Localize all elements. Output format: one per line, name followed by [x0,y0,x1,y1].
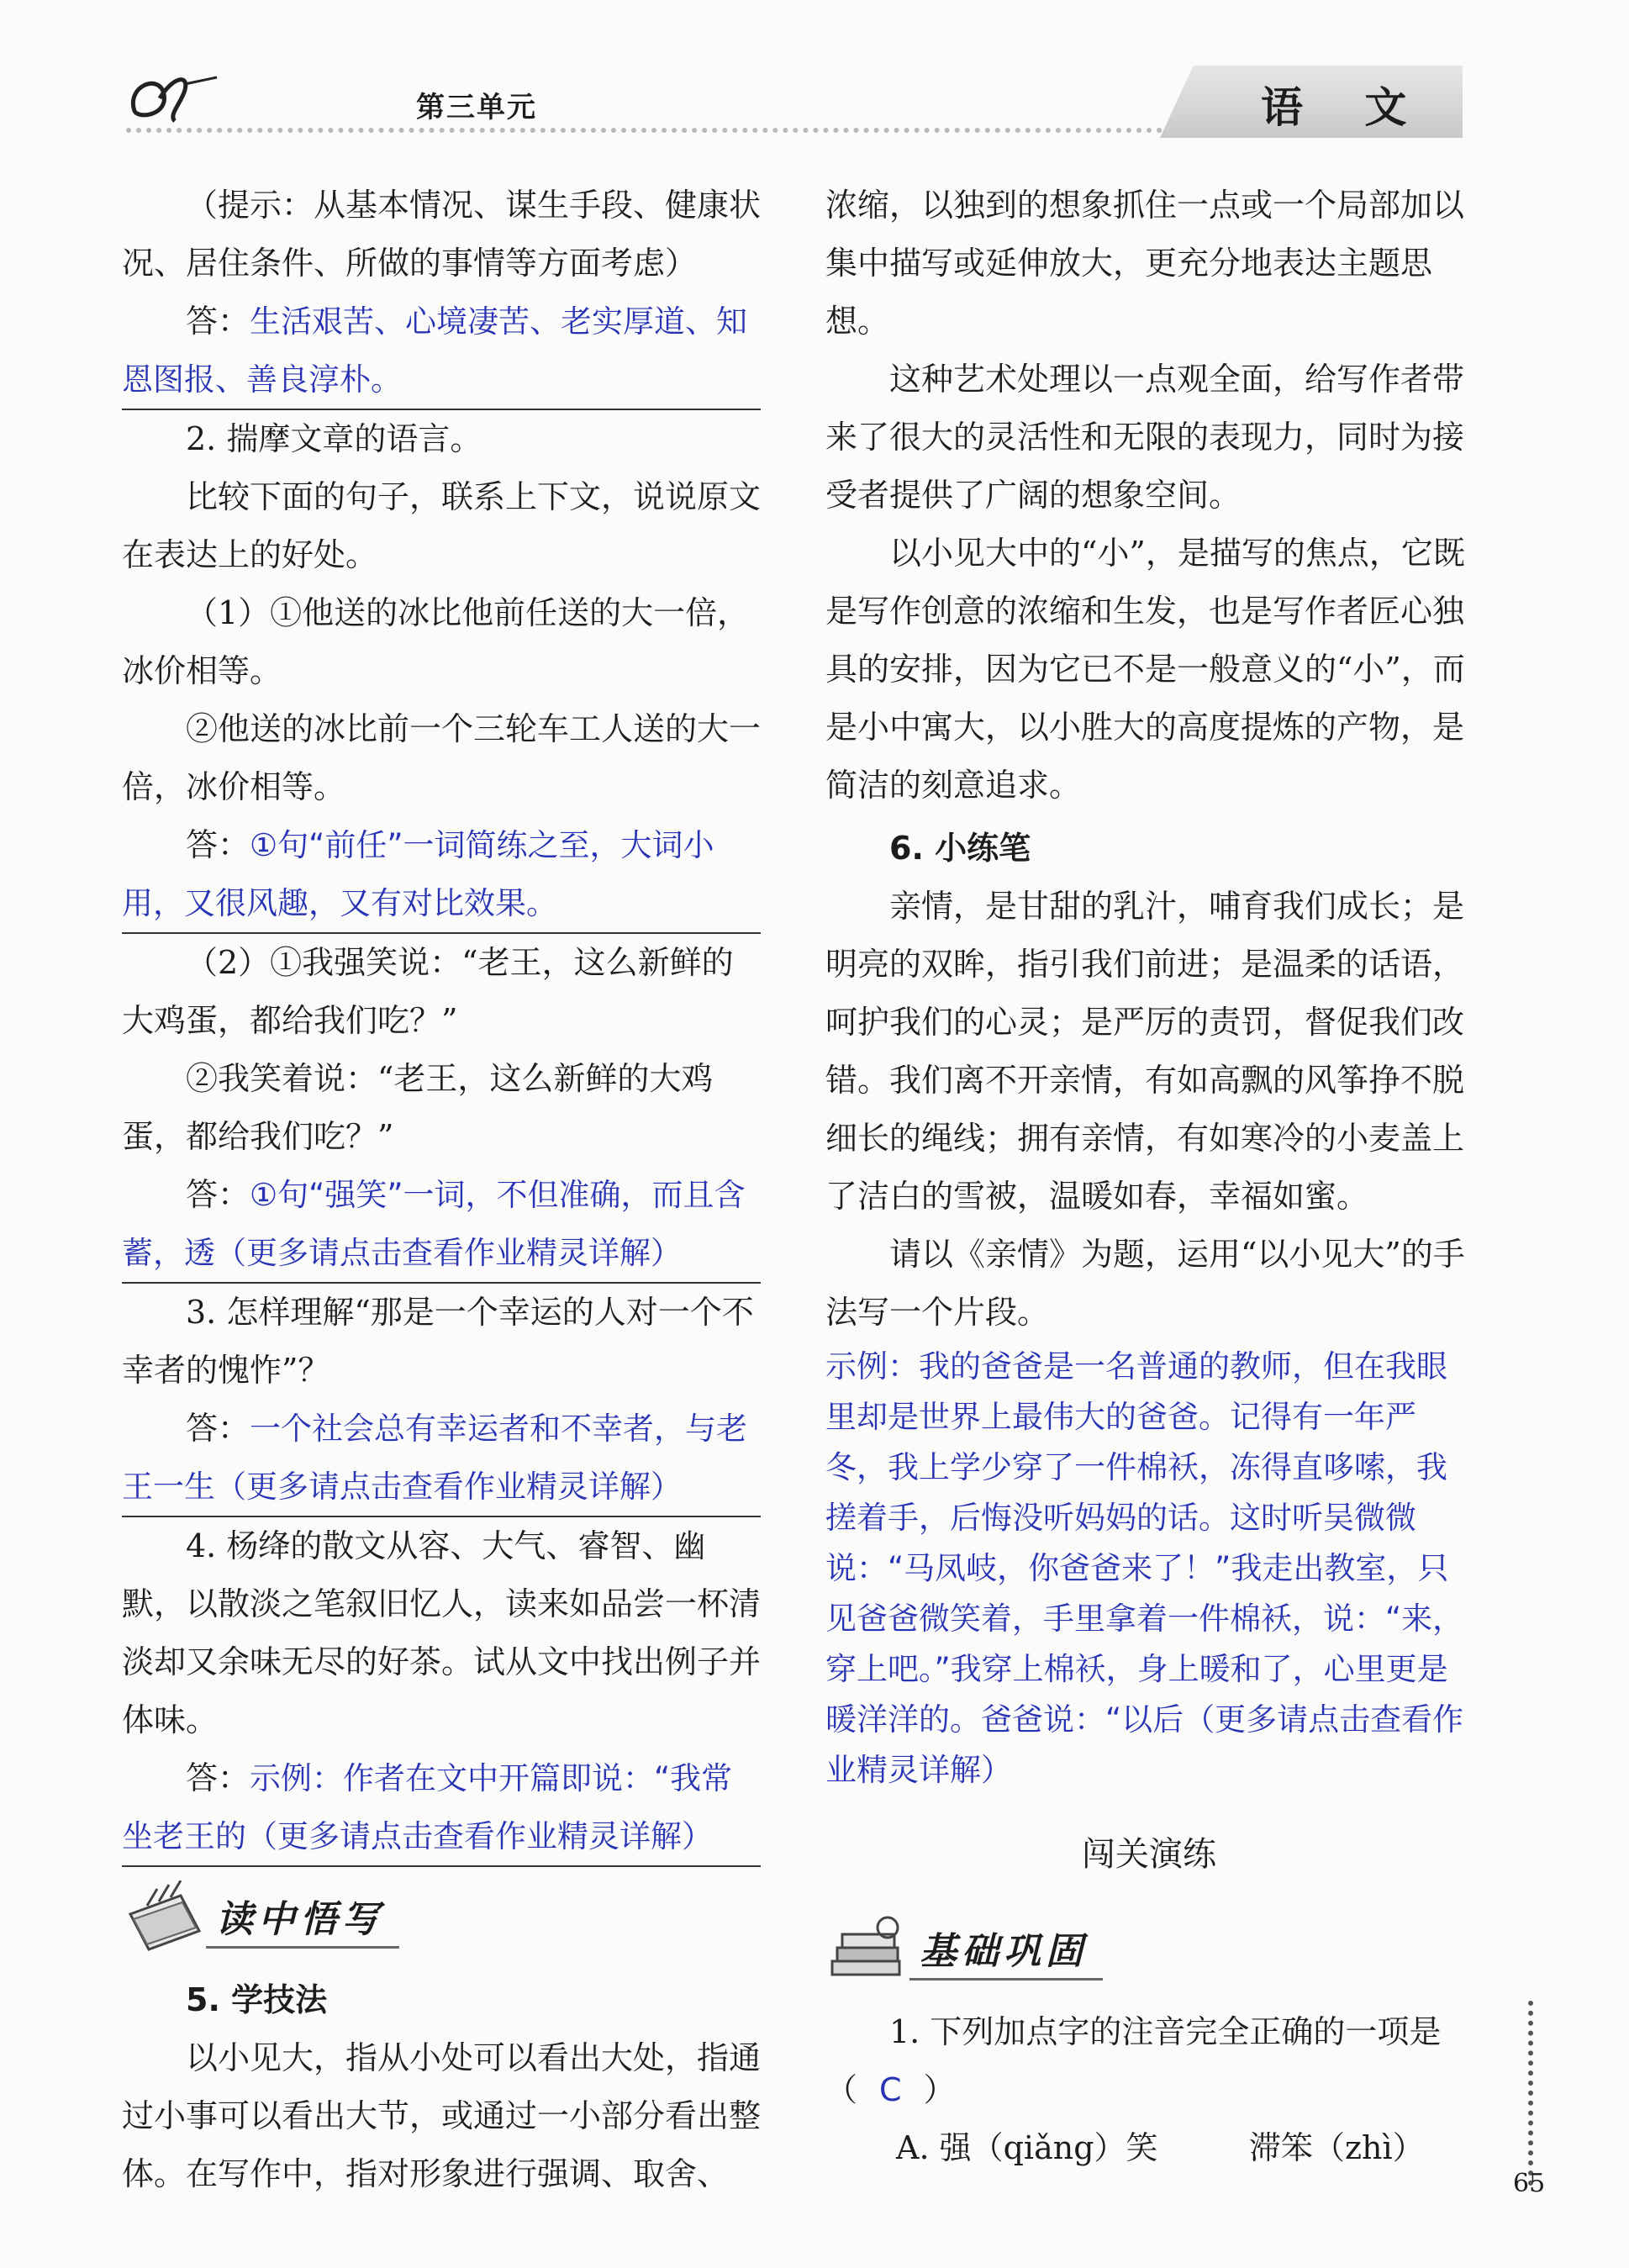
paragraph-3: 以小见大中的“小”，是描写的焦点，它既是写作创意的浓缩和生发，也是写作者匠心独具的安排，因为它已不是一般意义的“小”，而是小中寓大，以小胜大的高度提炼的产物，是简洁的刻意追求。 [825,535,1465,804]
notebook-icon [122,1880,206,1956]
option-a-2: 滞笨（zhì） [1249,2129,1425,2166]
paragraph-2: 这种艺术处理以一点观全面，给写作者带来了很大的灵活性和无限的表现力，同时为接受者提供了广阔的想象空间。 [825,361,1465,514]
page-number: 65 [1513,2169,1546,2198]
answer-label: 答： [186,1759,250,1796]
hint-text: （提示：从基本情况、谋生手段、健康状况、居住条件、所做的事情等方面考虑） [122,187,762,282]
banner-title: 读中悟写 [216,1898,384,1941]
section-banner-read-write [122,1874,761,1966]
paren-close: ） [923,2071,956,2108]
answer-link[interactable]: 一个社会总有幸运者和不幸者，与老王一生（更多请点击查看作业精灵详解） [122,1411,748,1505]
answer-text: 生活艰苦、心境凄苦、老实厚道、知恩图报、善良淳朴。 [122,303,748,398]
question-2-title: 2. 揣摩文章的语言。 [186,420,482,457]
header-logo-icon [126,69,220,128]
question-2-2b: ②我笑着说：“老王，这么新鲜的大鸡蛋，都给我们吃？” [122,1060,714,1155]
section-title: 闯关演练 [1082,1835,1216,1874]
left-column [122,177,761,2203]
question-2-1a: （1）①他送的冰比他前任送的大一倍，冰价相等。 [122,594,750,689]
answer-label: 答： [186,1410,250,1447]
banner-rule [206,1946,399,1949]
books-icon [825,1912,909,1988]
answer-2-1 [122,816,761,934]
section-banner-basics [825,1906,1473,1998]
answer-4 [122,1749,761,1867]
answer-link[interactable]: 示例：作者在文中开篇即说：“我常坐老王的（更多请点击查看作业精灵详解） [122,1760,733,1854]
margin-dotted-rule [1528,2001,1538,2186]
paragraph-1: 浓缩，以独到的想象抓住一点或一个局部加以集中描写或延伸放大，更充分地表达主题思想。 [825,187,1465,340]
question-2-1b: ②他送的冰比前一个三轮车工人送的大一倍，冰价相等。 [122,710,762,805]
right-column [825,177,1473,2177]
answer-2-2 [122,1166,761,1284]
answer-1 [122,293,761,410]
option-a-1: A. 强（qiǎng）笑 [896,2129,1158,2166]
answer-label: 答： [186,1176,250,1213]
sample-answer-link[interactable]: 示例：我的爸爸是一名普通的教师，但在我眼里却是世界上最伟大的爸爸。记得有一年严冬，我上学少穿了一件棉袄，冻得直哆嗦，我搓着手，后悔没听妈妈的话。这时听吴微微说：“马凤岐，你爸爸来了！”我走出教室，只见爸爸微笑着，手里拿着一件棉袄，说：“来，穿上吧。”我穿上棉袄，身上暖和了，心里更是暖洋洋的。爸爸说：“以后（更多请点击查看作业精灵详解） [825,1348,1464,1788]
banner-rule [909,1978,1103,1981]
question-2-2a: （2）①我强笑说：“老王，这么新鲜的大鸡蛋，都给我们吃？” [122,944,734,1039]
answer-text: ①句“前任”一词简练之至，大词小用，又很风趣，又有对比效果。 [122,827,714,921]
paragraph-4: 亲情，是甘甜的乳汁，哺育我们成长；是明亮的双眸，指引我们前进；是温柔的话语，呵护我们的心灵；是严厉的责罚，督促我们改错。我们离不开亲情，有如高飘的风筝挣不脱细长的绳线；拥有亲情，有如寒冷的小麦盖上了洁白的雪被，温暖如春，幸福如蜜。 [825,888,1465,1215]
question-5-title: 5. 学技法 [186,1981,328,2018]
option-a [825,2119,1473,2177]
question-6-title: 6. 小练笔 [889,830,1031,867]
answer-label: 答： [186,826,250,863]
choice-answer: C [879,2071,902,2108]
answer-link[interactable]: ①句“强笑”一词，不但准确，而且含蓄，透（更多请点击查看作业精灵详解） [122,1177,746,1271]
paragraph-5: 请以《亲情》为题，运用“以小见大”的手法写一个片段。 [825,1236,1465,1331]
question-1: 1. 下列加点字的注音完全正确的一项是 [889,2013,1442,2050]
paren-open: （ [825,2071,858,2108]
question-4: 4. 杨绛的散文从容、大气、睿智、幽默，以散淡之笔叙旧忆人，读来如品尝一杯清淡却又余味无尽的好茶。试从文中找出例子并体味。 [122,1527,762,1738]
subject-label: 语 文 [1261,82,1431,132]
question-2-intro: 比较下面的句子，联系上下文，说说原文在表达上的好处。 [122,478,762,573]
unit-title: 第三单元 [416,91,537,124]
answer-label: 答： [186,303,250,340]
answer-3 [122,1400,761,1517]
question-5-text: 以小见大，指从小处可以看出大处，指通过小事可以看出大节，或通过一小部分看出整体。在写作中，指对形象进行强调、取舍、 [122,2039,762,2192]
question-3: 3. 怎样理解“那是一个幸运的人对一个不幸者的愧怍”？ [122,1294,754,1389]
banner-title: 基础巩固 [920,1930,1088,1973]
question-1-answer [825,2061,1473,2119]
